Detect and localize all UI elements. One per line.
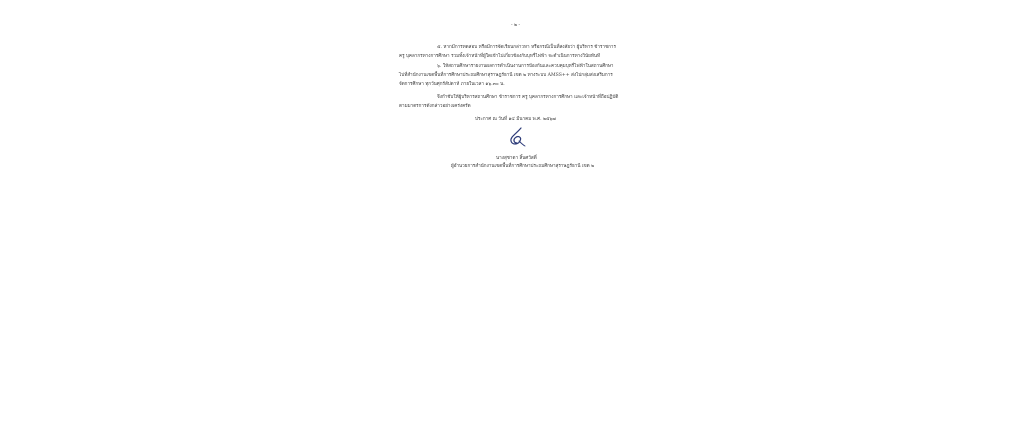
paragraph-6-line-1: ๖. ให้สถานศึกษารายงานผลการดำเนินงานการป้องกันและควบคุมบุหรี่ไฟฟ้าในสถานศึกษา	[437, 64, 614, 69]
signer-title: ผู้อำนวยการสำนักงานเขตพื้นที่การศึกษาประถมศึกษาสุราษฎร์ธานี เขต ๒	[451, 164, 595, 169]
signer-name: นางสุชาดา สิ้นศวัสดิ์	[496, 156, 537, 161]
page-number: - ๒ -	[511, 23, 521, 28]
paragraph-6-line-2: ไปที่สำนักงานเขตพื้นที่การศึกษาประถมศึกษาสุราษฎร์ธานี เขต ๒ ทางระบบ AMSS++ ส่งไปกลุ่มส่งเสริมการ	[399, 73, 613, 78]
paragraph-5-line-1: ๕. หากมีการทดสอบ หรือมีการจัดเรียนกล่าวหา หรือกรณีเป็นที่สงสัยว่า ผู้บริหาร ข้าราชการ	[437, 45, 616, 50]
closing-line-1: จึงกำชับให้ผู้บริหารสถานศึกษา ข้าราชการ ครู บุคลากรทางการศึกษา และเจ้าหน้าที่ถือปฏิบัติ	[437, 95, 619, 100]
signature-image	[505, 126, 529, 148]
closing-line-2: ตามมาตรการดังกล่าวอย่างเคร่งครัด	[399, 104, 471, 109]
announcement-date: ประกาศ ณ วันที่ ๑๔ มีนาคม พ.ศ. ๒๕๖๗	[475, 117, 556, 122]
paragraph-6-line-3: จัดการศึกษา ทุกวันศุกร์สัปดาห์ ภายในเวลา ๑๖.๓๐ น.	[399, 82, 505, 87]
paragraph-5-line-2: ครู บุคลากรทางการศึกษา รวมทั้งเจ้าหน้าที่ผู้ใดเข้าไปเกี่ยวข้องกับบุหรี่ไฟฟ้า จะดำเนินการทางวินัยทันที	[399, 54, 601, 59]
